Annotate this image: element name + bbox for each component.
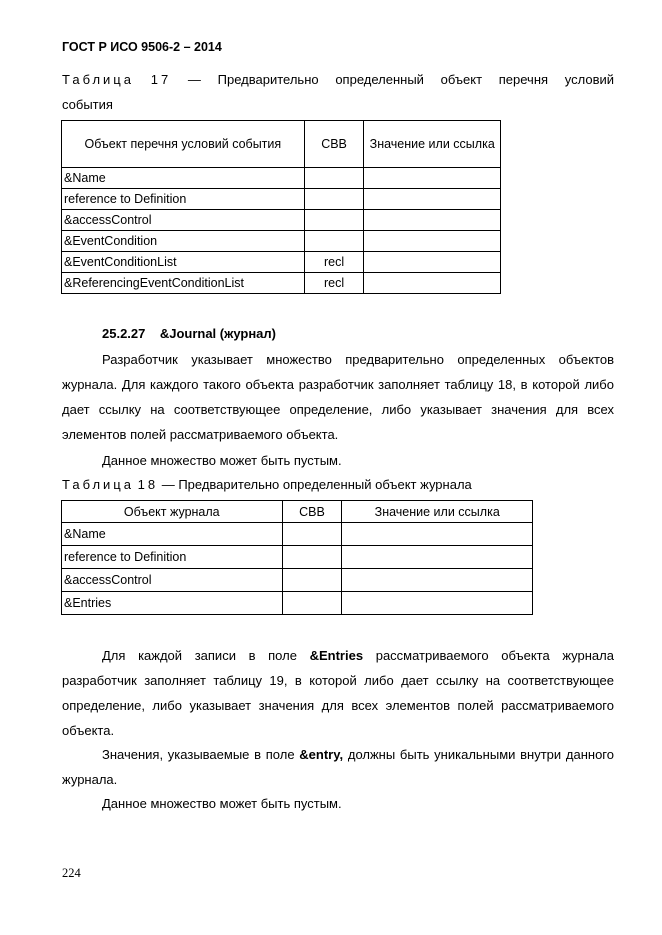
table-cell	[342, 592, 533, 615]
paragraph: Данное множество может быть пустым.	[102, 796, 342, 811]
table-row	[62, 592, 533, 615]
table-row	[62, 252, 501, 273]
table-cell: reference to Definition	[62, 546, 283, 569]
table-18	[61, 500, 533, 615]
table-cell	[364, 189, 501, 210]
column-header: CBB	[304, 121, 364, 168]
table-cell	[282, 546, 342, 569]
paragraph	[62, 643, 614, 743]
table-cell	[342, 546, 533, 569]
table-row	[62, 210, 501, 231]
paragraph: Данное множество может быть пустым.	[102, 453, 342, 468]
table-18-caption	[62, 473, 472, 497]
table-cell	[364, 273, 501, 294]
table-cell	[364, 168, 501, 189]
table-cell	[282, 592, 342, 615]
table-row	[62, 189, 501, 210]
paragraph-text: Значения, указываемые в поле	[102, 747, 300, 762]
table-cell	[364, 210, 501, 231]
table-cell	[304, 231, 364, 252]
table-header-row	[62, 501, 533, 523]
caption-number: 17	[150, 72, 172, 87]
table-cell: &Name	[62, 168, 305, 189]
table-17-caption-continued: события	[62, 97, 113, 112]
table-cell: &accessControl	[62, 569, 283, 592]
column-header: Объект перечня условий события	[62, 121, 305, 168]
table-cell	[282, 569, 342, 592]
table-cell: &accessControl	[62, 210, 305, 231]
document-header: ГОСТ Р ИСО 9506-2 – 2014	[62, 40, 222, 54]
column-header: Значение или ссылка	[364, 121, 501, 168]
table-cell	[282, 523, 342, 546]
column-header: CBB	[282, 501, 342, 523]
table-cell: &Entries	[62, 592, 283, 615]
section-number: 25.2.27	[102, 326, 146, 341]
column-header: Объект журнала	[62, 501, 283, 523]
paragraph-text: должны быть уникальными внутри данного журнала.	[62, 747, 614, 787]
section-heading	[102, 322, 276, 346]
table-cell	[304, 189, 364, 210]
table-row	[62, 168, 501, 189]
paragraph-text: рассматриваемого объекта журнала разработчик заполняет таблицу 19, в которой либо дает ссылку на соответствующее определение, либо указывает значения для всех элементов полей рассматриваемого объекта.	[62, 648, 614, 738]
table-cell	[364, 231, 501, 252]
table-row	[62, 231, 501, 252]
table-row	[62, 273, 501, 294]
table-header-row	[62, 121, 501, 168]
caption-number: 18	[137, 477, 159, 492]
table-cell: &Name	[62, 523, 283, 546]
section-title: &Journal (журнал)	[159, 326, 276, 341]
paragraph: Разработчик указывает множество предварительно определенных объектов журнала. Для каждого такого объекта разработчик заполняет таблицу 18, в которой либо дает ссылку на соответствующее определение, либо указывает значения для всех элементов полей рассматриваемого объекта.	[62, 352, 614, 442]
table-cell	[342, 523, 533, 546]
table-row	[62, 546, 533, 569]
table-cell: recl	[304, 273, 364, 294]
caption-word: Таблица	[62, 72, 134, 87]
caption-word: Таблица	[62, 477, 134, 492]
paragraph-text: Для каждой записи в поле	[102, 648, 310, 663]
table-row	[62, 523, 533, 546]
caption-text: — Предварительно определенный объект перечня условий	[187, 72, 615, 87]
table-17	[61, 120, 501, 294]
table-cell	[342, 569, 533, 592]
table-row	[62, 569, 533, 592]
table-cell	[364, 252, 501, 273]
page-number: 224	[62, 866, 81, 880]
field-name: &Entries	[309, 648, 364, 663]
field-name: &entry,	[299, 747, 344, 762]
column-header: Значение или ссылка	[342, 501, 533, 523]
table-cell: &EventCondition	[62, 231, 305, 252]
caption-text: — Предварительно определенный объект журнала	[161, 477, 472, 492]
table-cell: reference to Definition	[62, 189, 305, 210]
table-cell: &ReferencingEventConditionList	[62, 273, 305, 294]
paragraph	[62, 742, 614, 792]
table-17-caption	[62, 68, 614, 92]
table-cell: recl	[304, 252, 364, 273]
table-cell: &EventConditionList	[62, 252, 305, 273]
table-cell	[304, 168, 364, 189]
table-cell	[304, 210, 364, 231]
